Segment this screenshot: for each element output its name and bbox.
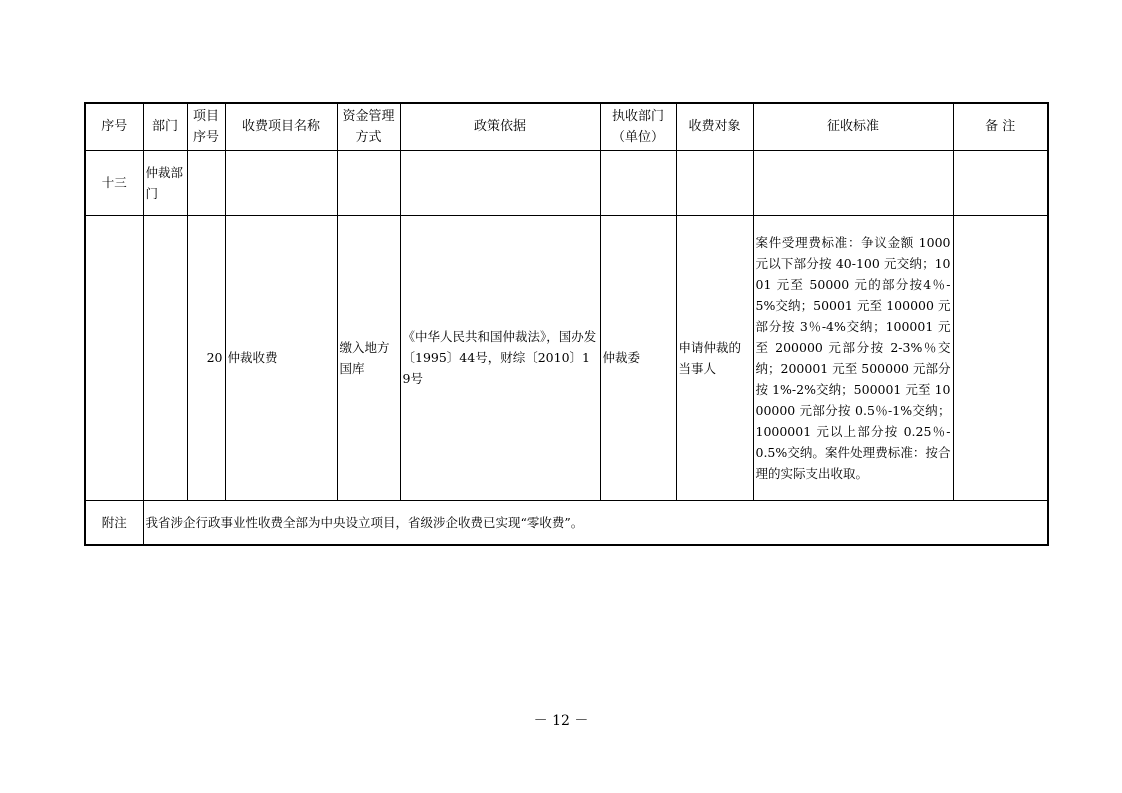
item-exec-dept: 仲裁委 [600, 215, 676, 500]
empty-cell [85, 215, 143, 500]
header-remark: 备 注 [953, 103, 1048, 150]
empty-cell [676, 150, 753, 215]
header-row [85, 103, 1048, 150]
header-standard: 征收标准 [753, 103, 953, 150]
section-row [85, 150, 1048, 215]
empty-cell [187, 150, 225, 215]
page-number: － 12 － [533, 713, 589, 729]
note-label: 附注 [85, 500, 143, 545]
header-target: 收费对象 [676, 103, 753, 150]
section-seq: 十三 [85, 150, 143, 215]
header-item-name: 收费项目名称 [225, 103, 337, 150]
header-seq: 序号 [85, 103, 143, 150]
header-policy: 政策依据 [400, 103, 600, 150]
section-dept: 仲裁部门 [143, 150, 187, 215]
fee-table [84, 102, 1049, 546]
item-standard: 案件受理费标准：争议金额 1000 元以下部分按 40-100 元交纳；1001 元至 50000 元的部分按4％-5%交纳；50001 元至 100000 元部分按 3％-4%交纳；100001 元至 200000 元部分按 2-3%％交纳；200001 元至 500000 元部分按 1%-2%交纳；500001 元至 1000000 元部分按 0.5％-1%交纳；1000001 元以上部分按 0.25％-0.5%交纳。案件处理费标准：按合理的实际支出收取。 [753, 215, 953, 500]
header-item-seq: 项目序号 [187, 103, 225, 150]
empty-cell [400, 150, 600, 215]
item-seq: 20 [187, 215, 225, 500]
empty-cell [337, 150, 400, 215]
item-name: 仲裁收费 [225, 215, 337, 500]
item-target: 申请仲裁的当事人 [676, 215, 753, 500]
item-remark [953, 215, 1048, 500]
note-row [85, 500, 1048, 545]
header-dept: 部门 [143, 103, 187, 150]
note-text: 我省涉企行政事业性收费全部为中央设立项目，省级涉企收费已实现“零收费”。 [143, 500, 1048, 545]
table-row [85, 215, 1048, 500]
empty-cell [953, 150, 1048, 215]
item-fund-mgmt: 缴入地方国库 [337, 215, 400, 500]
header-fund-mgmt: 资金管理方式 [337, 103, 400, 150]
header-exec-dept: 执收部门（单位） [600, 103, 676, 150]
empty-cell [225, 150, 337, 215]
item-policy: 《中华人民共和国仲裁法》，国办发〔1995〕44号，财综〔2010〕19号 [400, 215, 600, 500]
empty-cell [753, 150, 953, 215]
empty-cell [600, 150, 676, 215]
empty-cell [143, 215, 187, 500]
